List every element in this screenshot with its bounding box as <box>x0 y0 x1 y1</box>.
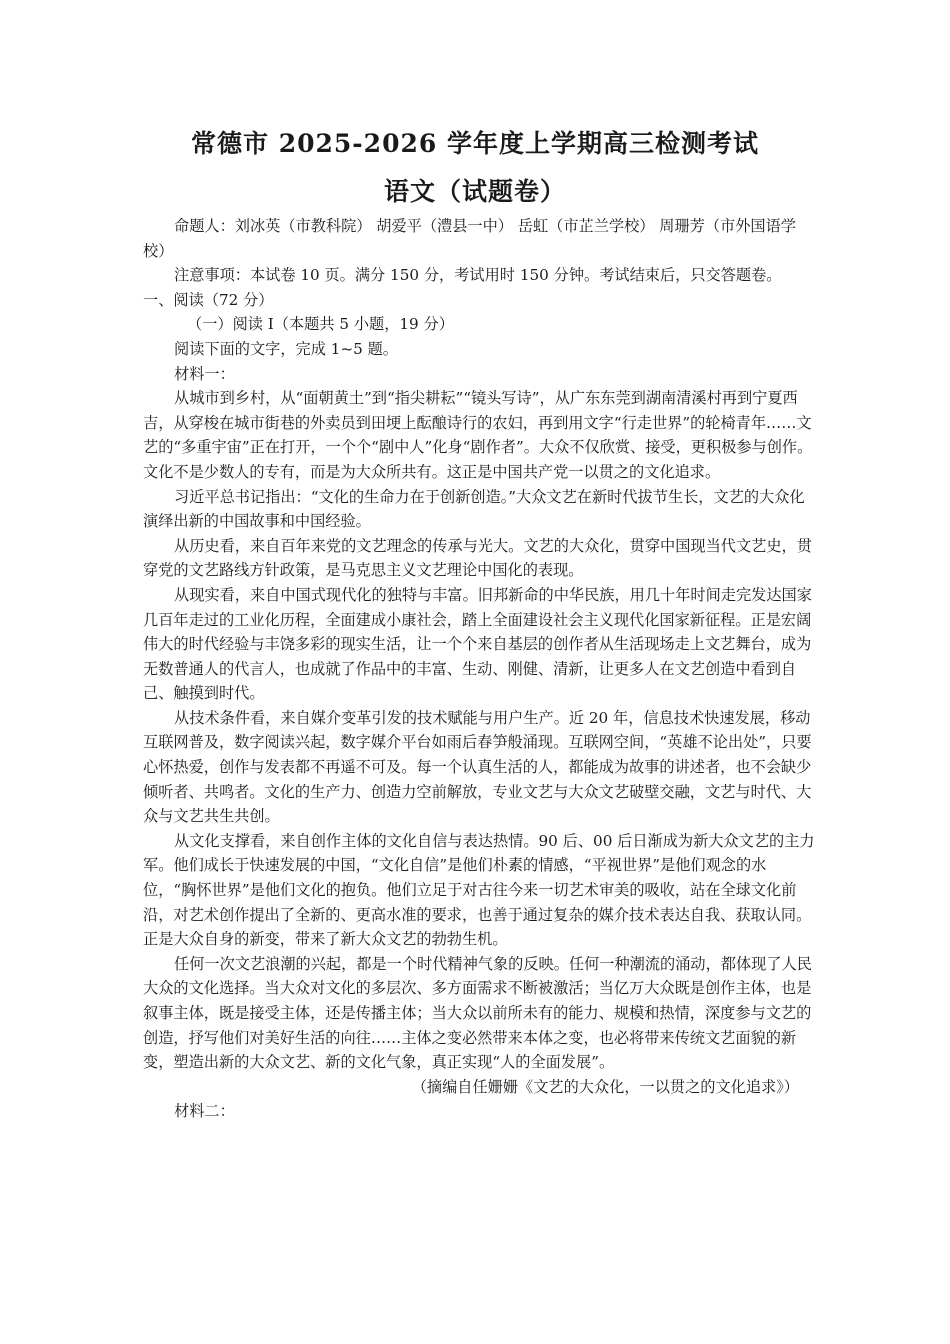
sub-section-heading: （一）阅读 I（本题共 5 小题，19 分） <box>187 315 454 334</box>
article-paragraph: 从历史看，来自百年来党的文艺理念的传承与光大。文艺的大众化，贯穿中国现当代文艺史，贯穿党的文艺路线方针政策，是马克思主义文艺理论中国化的表现。 <box>143 536 812 580</box>
exam-subtitle: 语文（试题卷） <box>383 177 566 206</box>
notice-line: 注意事项：本试卷 10 页。满分 150 分，考试用时 150 分钟。考试结束后，只交答题卷。 <box>174 266 782 285</box>
exam-title: 常德市 2025-2026 学年度上学期高三检测考试 <box>191 129 759 158</box>
article-paragraph: 习近平总书记指出：“文化的生命力在于创新创造。”大众文艺在新时代拔节生长，文艺的大众化演绎出新的中国故事和中国经验。 <box>143 487 805 531</box>
material-two-label: 材料二： <box>174 1102 235 1121</box>
instruction-line: 阅读下面的文字，完成 1~5 题。 <box>174 339 398 358</box>
article-paragraph: 任何一次文艺浪潮的兴起，都是一个时代精神气象的反映。任何一种潮流的涌动，都体现了人民大众的文化选择。当大众对文化的多层次、多方面需求不断被激活；当亿万大众既是创作主体，也是叙事主体，既是接受主体，还是传播主体；当大众以前所未有的能力、规模和热情，深度参与文艺的创造，抒写他们对美好生活的向往……主体之变必然带来本体之变，也必将带来传统文艺面貌的新变，塑造出新的大众文艺、新的文化气象，真正实现“人的全面发展”。 <box>143 954 812 1072</box>
exam-body <box>143 214 815 1124</box>
section-heading: 一、阅读（72 分） <box>143 290 274 309</box>
article-paragraph: 从技术条件看，来自媒介变革引发的技术赋能与用户生产。近 20 年，信息技术快速发展，移动互联网普及，数字阅读兴起，数字媒介平台如雨后春笋般涌现。互联网空间，“英雄不论出处”，只要心怀热爱，创作与发表都不再遥不可及。每一个认真生活的人，都能成为故事的讲述者，也不会缺少倾听者、共鸣者。文化的生产力、创造力空前解放，专业文艺与大众文艺破壁交融，文艺与时代、大众与文艺共生共创。 <box>143 708 812 826</box>
article-paragraph: 从文化支撑看，来自创作主体的文化自信与表达热情。90 后、00 后日渐成为新大众文艺的主力军。他们成长于快速发展的中国，“文化自信”是他们朴素的情感，“平视世界”是他们观念的水位，“胸怀世界”是他们文化的抱负。他们立足于对古往今来一切艺术审美的吸收，站在全球文化前沿，对艺术创作提出了全新的、更高水准的要求，也善于通过复杂的媒介技术表达自我、获取认同。正是大众自身的新变，带来了新大众文艺的勃勃生机。 <box>143 831 815 949</box>
article-paragraph: 从城市到乡村，从“面朝黄土”到“指尖耕耘”“镜头写诗”，从广东东莞到湖南清溪村再到宁夏西吉，从穿梭在城市街巷的外卖员到田埂上酝酿诗行的农妇，再到用文字“行走世界”的轮椅青年……文艺的“多重宇宙”正在打开，一个个“剧中人”化身“剧作者”。大众不仅欣赏、接受，更积极参与创作。文化不是少数人的专有，而是为大众所共有。这正是中国共产党一以贯之的文化追求。 <box>143 389 813 481</box>
authors-line: 命题人：刘冰英（市教科院） 胡爱平（澧县一中） 岳虹（市芷兰学校） 周珊芳（市外国语学校） <box>143 217 796 260</box>
article-paragraph: 从现实看，来自中国式现代化的独特与丰富。旧邦新命的中华民族，用几十年时间走完发达国家几百年走过的工业化历程，全面建成小康社会，踏上全面建设社会主义现代化国家新征程。正是宏阔伟大的时代经验与丰饶多彩的现实生活，让一个个来自基层的创作者从生活现场走上文艺舞台，成为无数普通人的代言人，也成就了作品中的丰富、生动、刚健、清新，让更多人在文艺创造中看到自己、触摸到时代。 <box>143 585 812 703</box>
material-one-label: 材料一： <box>174 364 235 383</box>
article-source: （摘编自任姗姗《文艺的大众化，一以贯之的文化追求》） <box>411 1077 799 1096</box>
